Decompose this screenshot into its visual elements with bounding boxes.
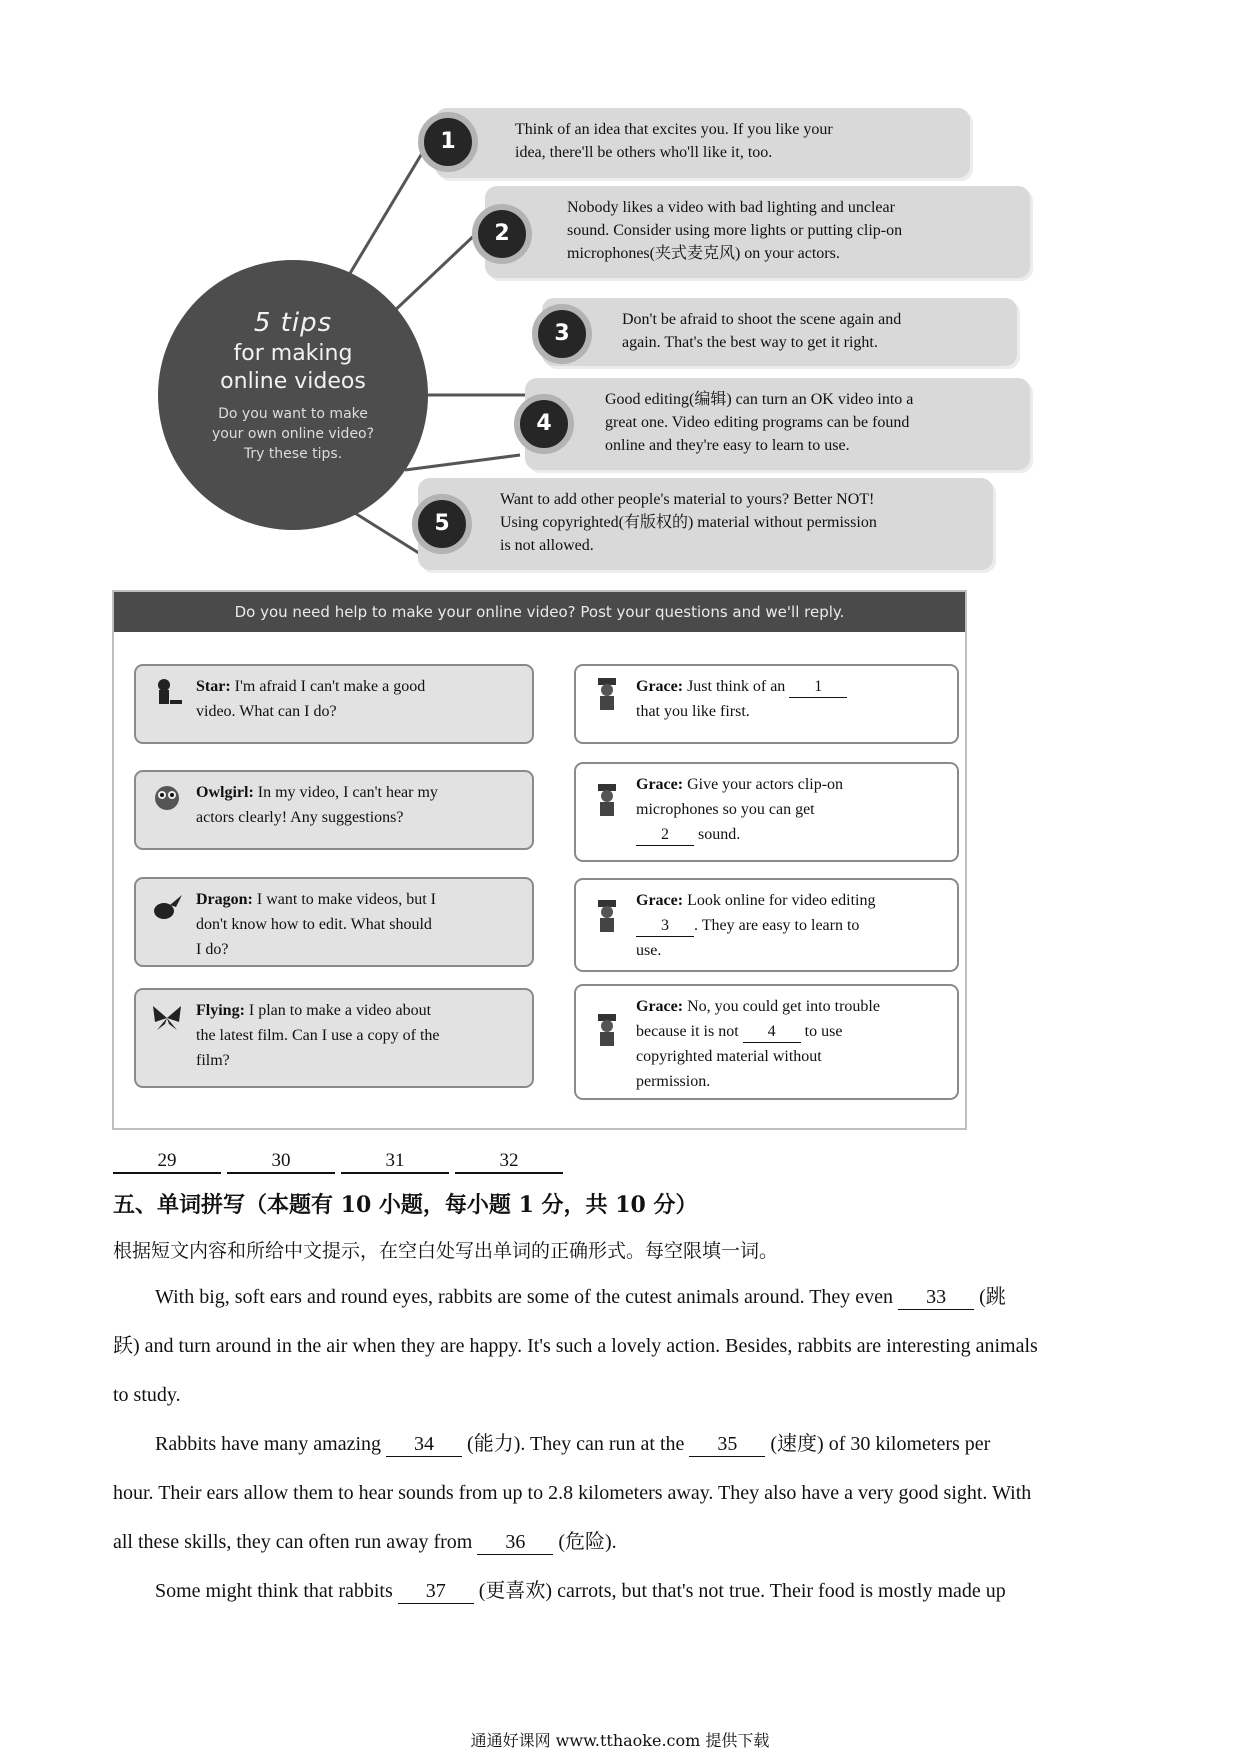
grace-avatar-icon xyxy=(590,1012,624,1048)
reply-1-text-1: Just think of an xyxy=(683,678,786,695)
blank-36[interactable]: 36 xyxy=(477,1530,553,1555)
passage-p2-line3 xyxy=(113,1518,1129,1567)
tip-3-line-1: Don't be afraid to shoot the scene again and xyxy=(622,311,902,328)
tip-2-line-3: microphones(夹式麦克风) on your actors. xyxy=(567,245,840,262)
tip-1-line-1: Think of an idea that excites you. If you like your xyxy=(515,121,833,138)
passage-text: Some might think that rabbits xyxy=(155,1580,393,1602)
reply-4-text-2: because it is not xyxy=(636,1023,739,1040)
passage xyxy=(113,1273,1129,1616)
reply-2-text-3: sound. xyxy=(694,826,741,843)
reply-2-text-1: Give your actors clip-on xyxy=(683,776,844,793)
answer-blank-31[interactable]: 31 xyxy=(341,1150,449,1174)
tips-title: 5 tips xyxy=(253,308,333,338)
post-flying-text-3: film? xyxy=(196,1052,230,1069)
passage-p1-line2: 跃) and turn around in the air when they are happy. It's such a lovely action. Besides, rabbits are interesting animals xyxy=(113,1335,1038,1357)
reply-3-name: Grace: xyxy=(636,892,684,909)
tip-3-line-2: again. That's the best way to get it right. xyxy=(622,334,878,351)
grace-avatar-icon xyxy=(590,898,624,934)
post-star-text-2: video. What can I do? xyxy=(196,703,337,720)
passage-text: With big, soft ears and round eyes, rabbits are some of the cutest animals around. They even xyxy=(155,1286,894,1308)
post-flying-text-2: the latest film. Can I use a copy of the xyxy=(196,1027,440,1044)
reply-3-text-3: use. xyxy=(636,942,662,959)
answer-blank-30[interactable]: 30 xyxy=(227,1150,335,1174)
reply-4-name: Grace: xyxy=(636,998,684,1015)
reply-4 xyxy=(574,984,959,1100)
reply-1 xyxy=(574,664,959,744)
tips-desc-1: Do you want to make xyxy=(218,406,368,422)
tip-4-line-1: Good editing(编辑) can turn an OK video into a xyxy=(605,391,914,408)
page-footer: 通通好课网 www.tthaoke.com 提供下载 xyxy=(470,1731,770,1750)
tip-1-number: 1 xyxy=(418,112,478,172)
reply-4-text-5: permission. xyxy=(636,1073,711,1090)
tip-2-line-2: sound. Consider using more lights or putting clip-on xyxy=(567,222,903,239)
blank-34[interactable]: 34 xyxy=(386,1432,462,1457)
tip-4 xyxy=(525,378,1030,470)
post-flying xyxy=(134,988,534,1088)
tip-1-line-2: idea, there'll be others who'll like it, too. xyxy=(515,144,773,161)
tip-4-number: 4 xyxy=(514,394,574,454)
passage-text: (能力). They can run at the xyxy=(467,1433,685,1455)
post-owlgirl-text-1: In my video, I can't hear my xyxy=(253,784,438,801)
reply-1-text-2: that you like first. xyxy=(636,703,750,720)
tip-1 xyxy=(435,108,970,178)
section-instructions: 根据短文内容和所给中文提示，在空白处写出单词的正确形式。每空限填一词。 xyxy=(113,1241,779,1262)
passage-p3-line1 xyxy=(113,1567,1129,1616)
blank-2[interactable]: 2 xyxy=(636,825,694,846)
grace-avatar-icon xyxy=(590,782,624,818)
tip-4-line-2: great one. Video editing programs can be found xyxy=(605,414,910,431)
tips-circle xyxy=(158,260,428,530)
tips-subtitle-1: for making xyxy=(233,341,353,366)
passage-hint: (跳 xyxy=(979,1286,1006,1308)
forum-header: Do you need help to make your online video? Post your questions and we'll reply. xyxy=(114,592,965,632)
reply-3-text-1: Look online for video editing xyxy=(683,892,876,909)
passage-hint: (危险). xyxy=(558,1531,617,1553)
answer-blank-29[interactable]: 29 xyxy=(113,1150,221,1174)
tip-5-line-1: Want to add other people's material to yours? Better NOT! xyxy=(500,491,875,508)
passage-text: Rabbits have many amazing xyxy=(155,1433,382,1455)
forum-panel xyxy=(112,590,967,1130)
passage-p2-line1 xyxy=(113,1420,1129,1469)
dragon-avatar-icon xyxy=(150,889,184,925)
reply-2 xyxy=(574,762,959,862)
post-dragon-text-1: I want to make videos, but I xyxy=(252,891,436,908)
blank-3[interactable]: 3 xyxy=(636,916,694,937)
post-dragon-text-2: don't know how to edit. What should xyxy=(196,916,432,933)
tip-5-line-2: Using copyrighted(有版权的) material without permission xyxy=(500,514,877,531)
reply-2-name: Grace: xyxy=(636,776,684,793)
blank-37[interactable]: 37 xyxy=(398,1579,474,1604)
reply-1-name: Grace: xyxy=(636,678,684,695)
post-owlgirl-text-2: actors clearly! Any suggestions? xyxy=(196,809,404,826)
star-avatar-icon xyxy=(150,676,184,712)
tip-3-number: 3 xyxy=(532,304,592,364)
passage-text: (速度) of 30 kilometers per xyxy=(770,1433,991,1455)
post-star-name: Star: xyxy=(196,678,231,695)
post-owlgirl-name: Owlgirl: xyxy=(196,784,254,801)
reply-4-text-1: No, you could get into trouble xyxy=(683,998,880,1015)
butterfly-avatar-icon xyxy=(150,1000,184,1036)
blank-35[interactable]: 35 xyxy=(689,1432,765,1457)
post-flying-name: Flying: xyxy=(196,1002,245,1019)
blank-33[interactable]: 33 xyxy=(898,1285,974,1310)
tips-desc-2: your own online video? xyxy=(211,426,375,442)
grace-avatar-icon xyxy=(590,676,624,712)
passage-p1-line1 xyxy=(113,1273,1129,1322)
owl-avatar-icon xyxy=(150,782,184,818)
tip-4-line-3: online and they're easy to learn to use. xyxy=(605,437,850,454)
answer-blanks xyxy=(113,1150,569,1174)
passage-text: (更喜欢) carrots, but that's not true. Their food is mostly made up xyxy=(478,1580,1006,1602)
reply-4-text-4: copyrighted material without xyxy=(636,1048,822,1065)
reply-3 xyxy=(574,878,959,972)
reply-2-text-2: microphones so you can get xyxy=(636,801,815,818)
blank-1[interactable]: 1 xyxy=(789,677,847,698)
answer-blank-32[interactable]: 32 xyxy=(455,1150,563,1174)
tip-5-line-3: is not allowed. xyxy=(500,537,594,554)
section-title: 五、单词拼写（本题有 10 小题，每小题 1 分，共 10 分） xyxy=(113,1192,698,1218)
tips-desc-3: Try these tips. xyxy=(243,446,343,462)
tips-infographic xyxy=(150,100,1030,570)
post-flying-text-1: I plan to make a video about xyxy=(244,1002,432,1019)
post-owlgirl xyxy=(134,770,534,850)
blank-4[interactable]: 4 xyxy=(743,1022,801,1043)
reply-4-text-3: to use xyxy=(800,1023,843,1040)
reply-3-text-2: . They are easy to learn to xyxy=(694,917,860,934)
passage-p1-line3: to study. xyxy=(113,1384,181,1406)
tip-2-number: 2 xyxy=(472,204,532,264)
post-star-text-1: I'm afraid I can't make a good xyxy=(230,678,426,695)
tip-3 xyxy=(542,298,1017,366)
tip-5 xyxy=(418,478,993,570)
post-dragon xyxy=(134,877,534,967)
tip-5-number: 5 xyxy=(412,494,472,554)
tip-2 xyxy=(485,186,1030,278)
post-dragon-text-3: I do? xyxy=(196,941,229,958)
post-dragon-name: Dragon: xyxy=(196,891,253,908)
tip-2-line-1: Nobody likes a video with bad lighting and unclear xyxy=(567,199,895,216)
post-star xyxy=(134,664,534,744)
passage-text: all these skills, they can often run away from xyxy=(113,1531,473,1553)
tips-subtitle-2: online videos xyxy=(220,369,366,394)
passage-p2-line2: hour. Their ears allow them to hear sounds from up to 2.8 kilometers away. They also have a very good sight. With xyxy=(113,1482,1032,1504)
